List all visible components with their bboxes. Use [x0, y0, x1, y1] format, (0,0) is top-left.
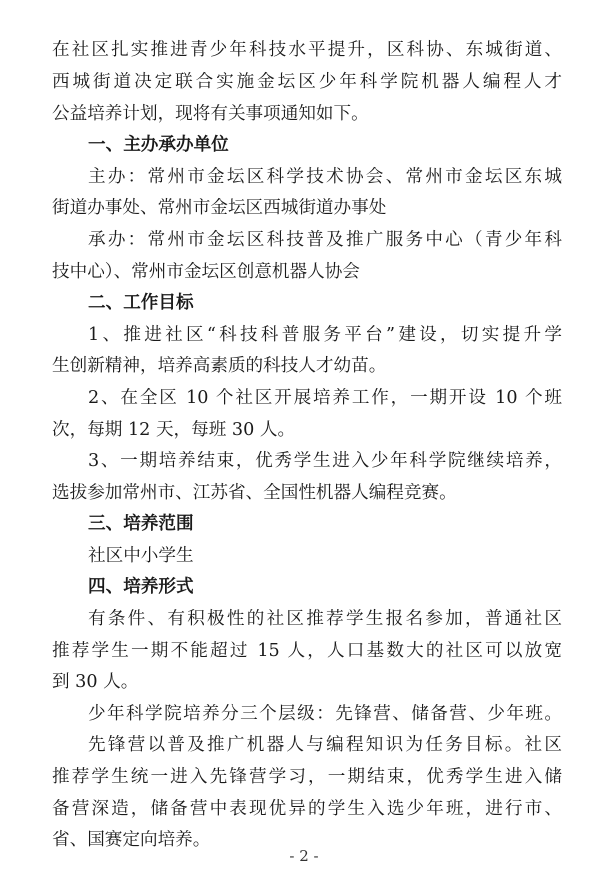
body-line: 次，每期 12 天，每班 30 人。 [52, 420, 296, 440]
body-line: 社区中小学生 [88, 546, 194, 566]
body-line: 在社区扎实推进青少年科技水平提升，区科协、东城街道、 [52, 40, 562, 60]
body-line: 公益培养计划，现将有关事项通知如下。 [52, 104, 369, 124]
body-line: 到 30 人。 [52, 672, 139, 692]
section-heading-goals: 二、工作目标 [88, 293, 194, 313]
section-heading-scope: 三、培养范围 [88, 514, 194, 534]
body-line: 2、在全区 10 个社区开展培养工作，一期开设 10 个班 [88, 388, 562, 408]
body-line: 生创新精神，培养高素质的科技人才幼苗。 [52, 356, 387, 376]
body-line: 主办：常州市金坛区科学技术协会、常州市金坛区东城 [88, 167, 562, 187]
body-line: 3、一期培养结束，优秀学生进入少年科学院继续培养， [88, 451, 562, 471]
body-line: 省、国赛定向培养。 [52, 830, 211, 850]
body-line: 少年科学院培养分三个层级：先锋营、储备营、少年班。 [88, 704, 562, 724]
body-line: 街道办事处、常州市金坛区西城街道办事处 [52, 198, 387, 218]
body-line: 推荐学生统一进入先锋营学习，一期结束，优秀学生进入储 [52, 767, 562, 787]
section-heading-organizers: 一、主办承办单位 [88, 135, 229, 155]
body-line: 选拔参加常州市、江苏省、全国性机器人编程竞赛。 [52, 483, 457, 503]
body-line: 承办：常州市金坛区科技普及推广服务中心（青少年科 [88, 230, 562, 250]
body-line: 西城街道决定联合实施金坛区少年科学院机器人编程人才 [52, 72, 562, 92]
body-line: 有条件、有积极性的社区推荐学生报名参加，普通社区 [88, 609, 562, 629]
body-line: 备营深造，储备营中表现优异的学生入选少年班，进行市、 [52, 799, 562, 819]
body-line: 技中心）、常州市金坛区创意机器人协会 [52, 262, 360, 282]
body-line: 推荐学生一期不能超过 15 人，人口基数大的社区可以放宽 [52, 641, 562, 661]
page-number: - 2 - [289, 847, 319, 865]
section-heading-format: 四、培养形式 [88, 577, 194, 597]
body-line: 1、推进社区“科技科普服务平台”建设，切实提升学 [88, 325, 562, 345]
body-line: 先锋营以普及推广机器人与编程知识为任务目标。社区 [88, 735, 562, 755]
